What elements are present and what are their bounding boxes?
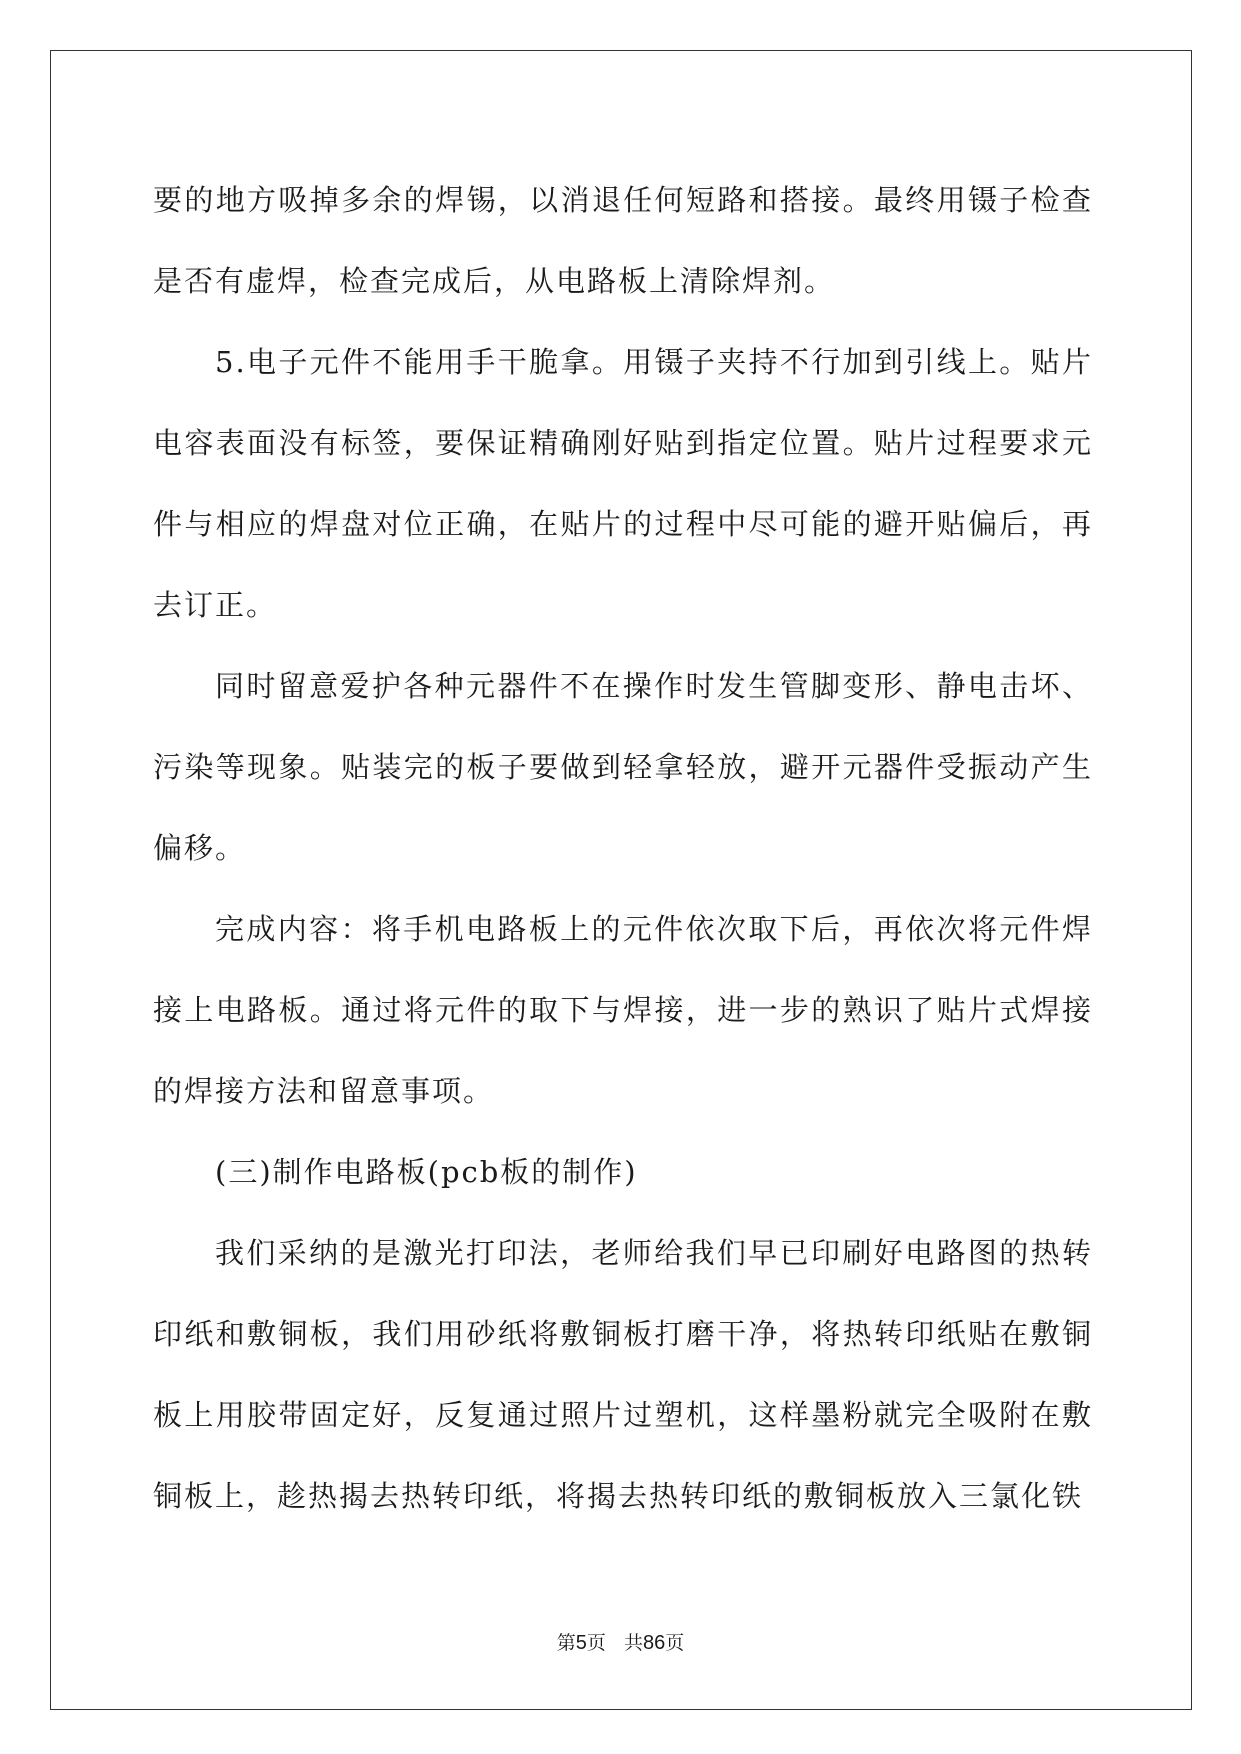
paragraph-3: 同时留意爱护各种元器件不在操作时发生管脚变形、静电击坏、污染等现象。贴装完的板子要做到轻拿轻放，避开元器件受振动产生偏移。 (153, 669, 1093, 865)
total-pages: 86 (642, 1632, 666, 1654)
page-number: 5 (575, 1632, 587, 1654)
page-suffix: 页 (586, 1632, 606, 1654)
paragraph-5: 我们采纳的是激光打印法，老师给我们早已印刷好电路图的热转印纸和敷铜板，我们用砂纸将敷铜板打磨干净，将热转印纸贴在敷铜板上用胶带固定好，反复通过照片过塑机，这样墨粉就完全吸附在敷铜板上，趁热揭去热转印纸，将揭去热转印纸的敷铜板放入三氯化铁 (153, 1236, 1093, 1513)
total-prefix: 共 (623, 1632, 643, 1654)
document-body (153, 160, 1093, 1537)
total-suffix: 页 (665, 1632, 685, 1654)
paragraph-2: 5.电子元件不能用手干脆拿。用镊子夹持不行加到引线上。贴片电容表面没有标签，要保证精确刚好贴到指定位置。贴片过程要求元件与相应的焊盘对位正确，在贴片的过程中尽可能的避开贴偏后，再去订正。 (153, 345, 1093, 622)
section-heading: (三)制作电路板(pcb板的制作) (215, 1155, 638, 1189)
page-footer (0, 1628, 1241, 1655)
page-prefix: 第 (556, 1632, 576, 1654)
paragraph-4: 完成内容：将手机电路板上的元件依次取下后，再依次将元件焊接上电路板。通过将元件的取下与焊接，进一步的熟识了贴片式焊接的焊接方法和留意事项。 (153, 912, 1093, 1108)
paragraph-1: 要的地方吸掉多余的焊锡，以消退任何短路和搭接。最终用镊子检查是否有虚焊，检查完成后，从电路板上清除焊剂。 (153, 183, 1093, 298)
